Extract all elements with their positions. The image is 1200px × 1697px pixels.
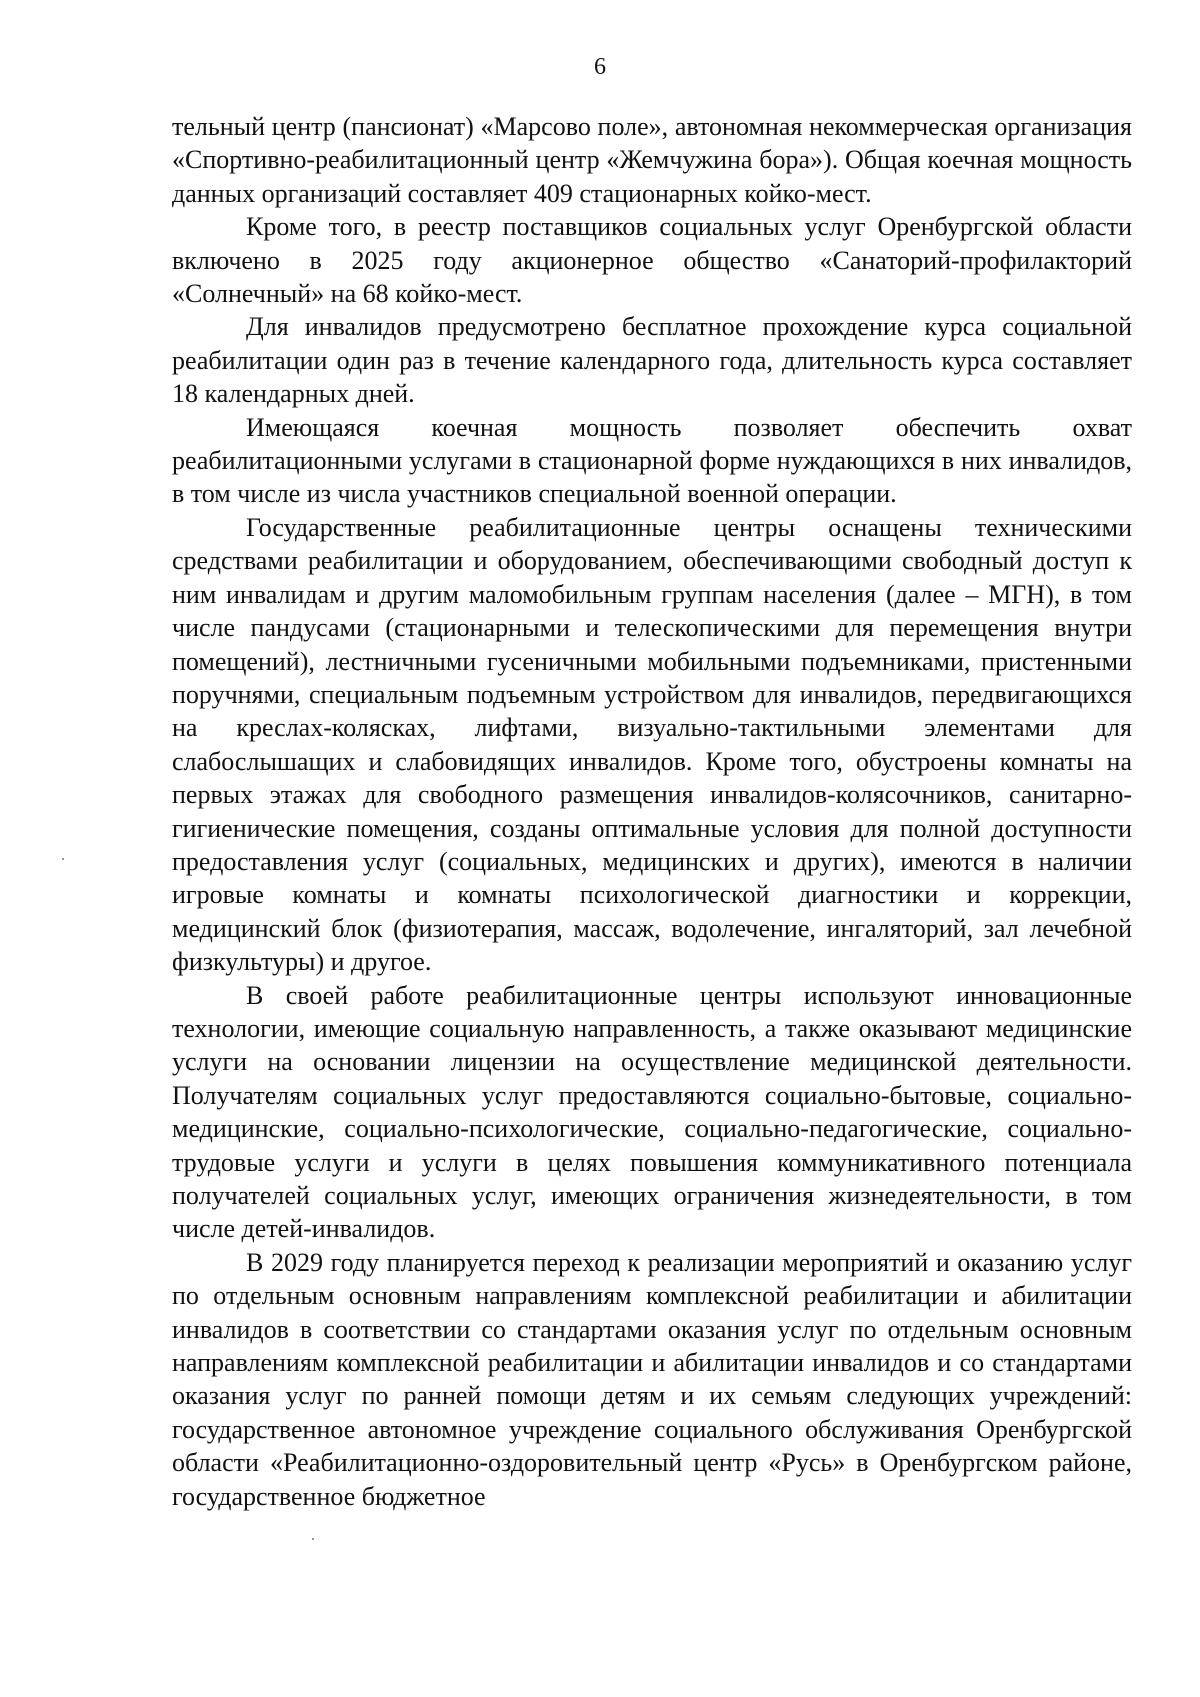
paragraph-technologies: В своей работе реабилитационные центры используют инновационные технологии, имеющие социальную направленность, а также оказывают медицинские услуги на основании лицензии на осуществление медицинской деятельности. Получателям социальных услуг предоставляются социально-бытовые, социально-медицинские, социально-психологические, социально-педагогические, социально-трудовые услуги и услуги в целях повышения коммуникативного потенциала получателей социальных услуг, имеющих ограничения жизнедеятельности, в том числе детей-инвалидов. [172,980,1132,1244]
paragraph-registry: Кроме того, в реестр поставщиков социальных услуг Оренбургской области включено в 2025 году акционерное общество «Санаторий-профилакторий «Солнечный» на 68 койко-мест. [172,212,1132,309]
scan-speck [312,1538,314,1540]
paragraph-equipment: Государственные реабилитационные центры оснащены техническими средствами реабилитации и оборудованием, обеспечивающими свободный доступ к ним инвалидам и другим маломобильным группам населения (далее – МГН), в том числе пандусами (стационарными и телескопическими для перемещения внутри помещений), лестничными гусеничными мобильными подъемниками, пристенными поручнями, специальным подъемным устройством для инвалидов, передвигающихся на креслах-колясках, лифтами, визуально-тактильными элементами для слабослышащих и слабовидящих инвалидов. Кроме того, обустроены комнаты на первых этажах для свободного размещения инвалидов-колясочников, санитарно-гигиенические помещения, созданы оптимальные условия для полной доступности предоставления услуг (социальных, медицинских и других), имеются в наличии игровые комнаты и комнаты психологической диагностики и коррекции, медицинский блок (физиотерапия, массаж, водолечение, ингаляторий, зал лечебной физкультуры) и другое. [172,512,1132,977]
paragraph-free-course: Для инвалидов предусмотрено бесплатное прохождение курса социальной реабилитации один раз в течение календарного года, длительность курса составляет 18 календарных дней. [172,312,1132,409]
paragraph-bed-capacity: Имеющаяся коечная мощность позволяет обеспечить охват реабилитационными услугами в стационарной форме нуждающихся в них инвалидов, в том числе из числа участников специальной военной операции. [172,412,1132,509]
page-number: 6 [594,54,606,80]
paragraph-2029-plan: В 2029 году планируется переход к реализации мероприятий и оказанию услуг по отдельным основным направлениям комплексной реабилитации и абилитации инвалидов в соответствии со стандартами оказания услуг по отдельным основным направлениям комплексной реабилитации и абилитации инвалидов и со стандартами оказания услуг по ранней помощи детям и их семьям следующих учреждений: государственное автономное учреждение социального обслуживания Оренбургской области «Реабилитационно-оздоровительный центр «Русь» в Оренбургском районе, государственное бюджетное [172,1247,1132,1511]
scan-speck [62,858,64,860]
paragraph-continuation: тельный центр (пансионат) «Марсово поле», автономная некоммерческая организация «Спортивно-реабилитационный центр «Жемчужина бора»). Общая коечная мощность данных организаций составляет 409 стационарных койко-мест. [172,112,1132,208]
document-body [172,110,1132,1513]
